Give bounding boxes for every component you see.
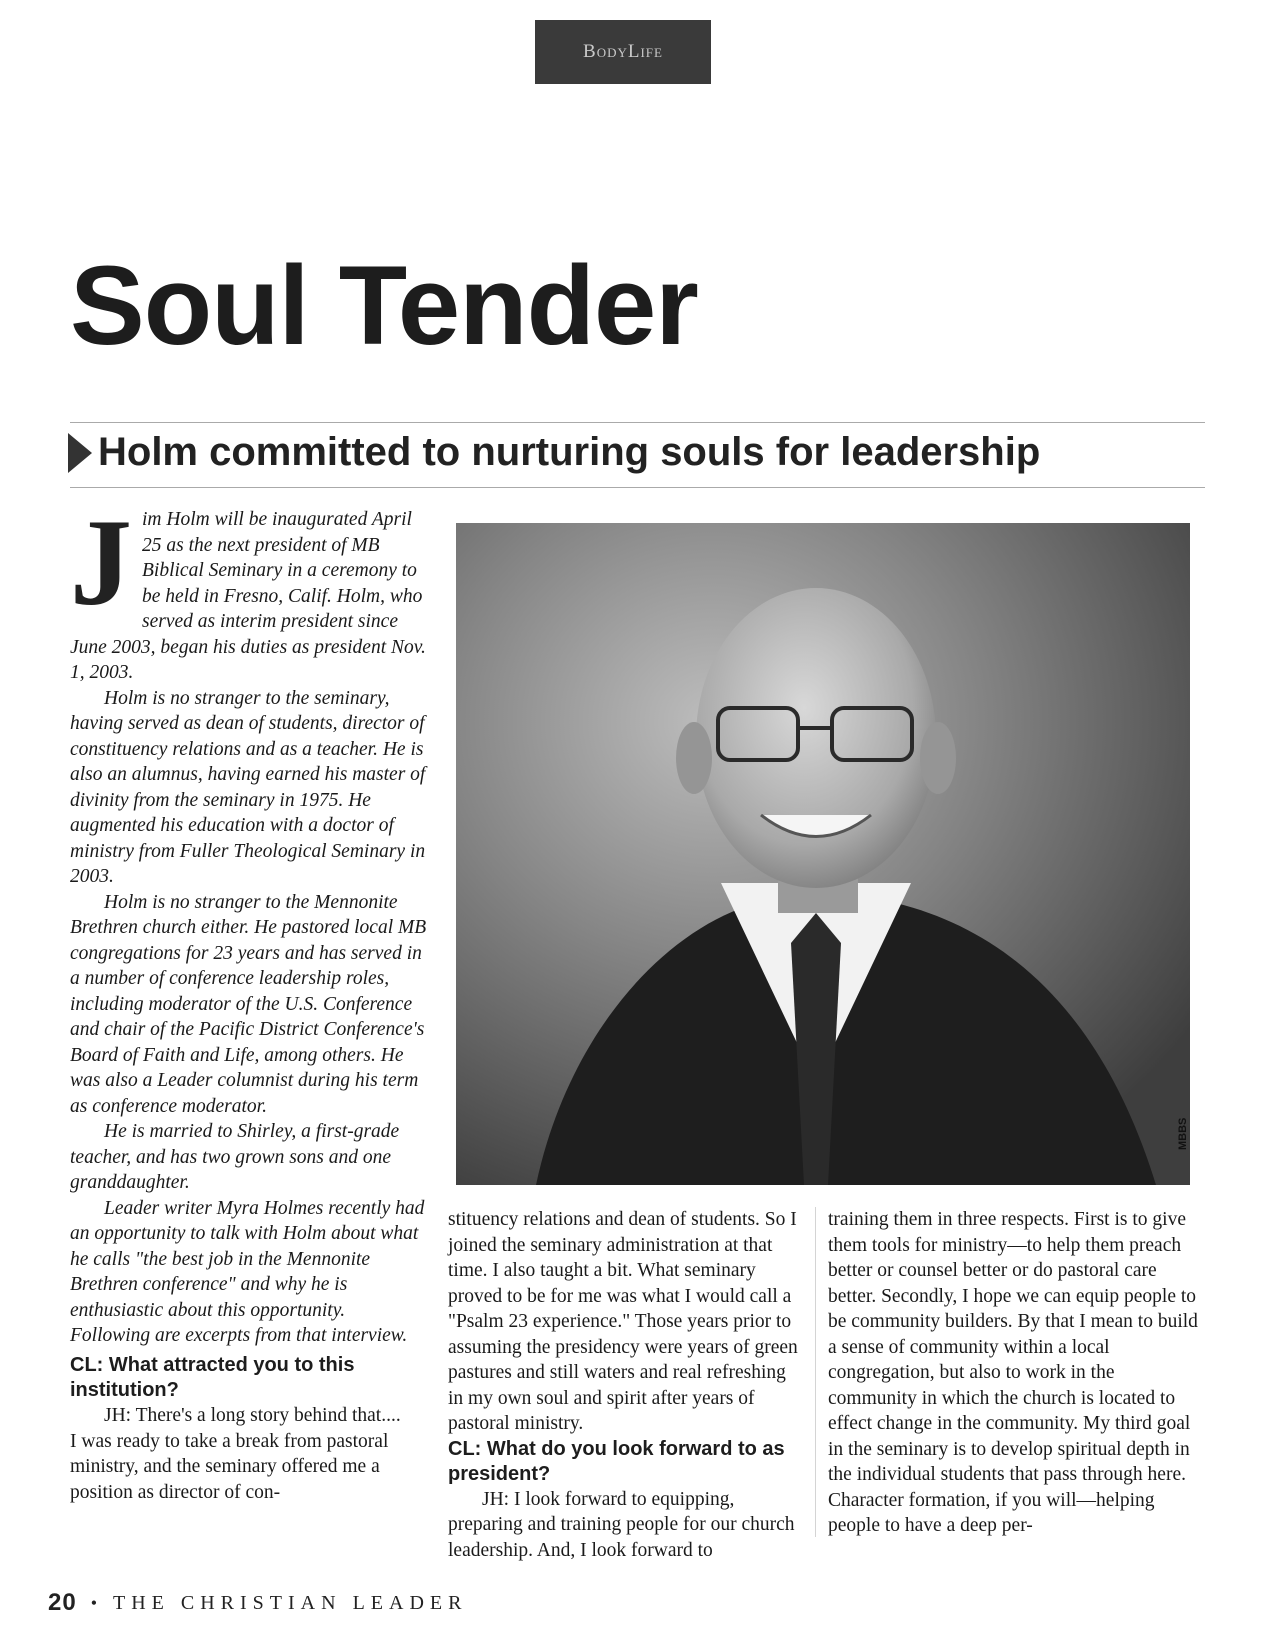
publication-name: THE CHRISTIAN LEADER <box>113 1591 468 1614</box>
portrait-illustration <box>456 523 1190 1185</box>
subhead <box>68 430 1040 475</box>
subhead-rule-top <box>70 422 1205 423</box>
intro-column <box>70 494 428 1349</box>
question-heading: CL: What do you look forward to as president? <box>448 1437 785 1485</box>
answer-paragraph: stituency relations and dean of students. So I joined the seminary administration at that time. I also taught a bit. What seminary proved to be for me was what I would call a "Psalm 23 experience." Those years prior to assuming the presidency were years of green pastures and still waters and real refreshing in my own soul and spirit after years of pastoral ministry. <box>448 1209 798 1434</box>
intro-paragraph: He is married to Shirley, a first-grade teacher, and has two grown sons and one granddaughter. <box>70 1121 400 1193</box>
dropcap: J <box>70 494 132 631</box>
answer-paragraph: JH: I look forward to equipping, preparing and training people for our church leadership. And, I look forward to <box>448 1488 795 1561</box>
page-footer <box>48 1589 467 1617</box>
bullet-icon: • <box>90 1592 104 1613</box>
subhead-rule-bottom <box>70 487 1205 488</box>
intro-paragraph: im Holm will be inaugurated April 25 as the next president of MB Biblical Seminary in a ceremony to be held in Fresno, Calif. Holm, who served as interim president since June 2003, began his duties as president Nov. 1, 2003. <box>70 509 426 683</box>
question-heading: CL: What attracted you to this institution? <box>70 1354 355 1401</box>
answer-paragraph: JH: There's a long story behind that.... I was ready to take a break from pastoral ministry, and the seminary offered me a position as director of con- <box>70 1405 401 1503</box>
interview-column-1 <box>70 1353 410 1505</box>
photo-credit: MBBS <box>1177 1117 1189 1150</box>
arrow-icon <box>68 433 92 473</box>
page-number: 20 <box>48 1589 77 1616</box>
intro-paragraph: Leader writer Myra Holmes recently had an opportunity to talk with Holm about what he calls "the best job in the Mennonite Brethren conference" and why he is enthusiastic about this opportunity. Following are excerpts from that interview. <box>70 1197 425 1346</box>
interview-column-3 <box>828 1207 1200 1539</box>
answer-paragraph: training them in three respects. First is to give them tools for ministry—to help them preach better or counsel better or do pastoral care better. Secondly, I hope we can equip people to be community builders. By that I mean to build a sense of community within a local congregation, but also to work in the community in which the church is located to effect change in the community. My third goal in the seminary is to develop spiritual depth in the individual students that pass through here. Character formation, if you will—helping people to have a deep per- <box>828 1209 1198 1536</box>
section-tag: BodyLife <box>535 20 711 84</box>
headline: Soul Tender <box>70 243 698 368</box>
intro-paragraph: Holm is no stranger to the seminary, having served as dean of students, director of constituency relations and as a teacher. He is also an alumnus, having earned his master of divinity from the seminary in 1975. He augmented his education with a doctor of ministry from Fuller Theological Seminary in 2003. <box>70 687 426 887</box>
portrait-photo <box>456 523 1190 1185</box>
subhead-text: Holm committed to nurturing souls for leadership <box>98 430 1041 474</box>
intro-paragraph: Holm is no stranger to the Mennonite Brethren church either. He pastored local MB congregations for 23 years and has served in a number of conference leadership roles, including moderator of the U.S. Conference and chair of the Pacific District Conference's Board of Faith and Life, among others. He was also a Leader columnist during his term as conference moderator. <box>70 891 427 1117</box>
column-divider <box>815 1207 816 1537</box>
interview-column-2 <box>448 1207 800 1563</box>
